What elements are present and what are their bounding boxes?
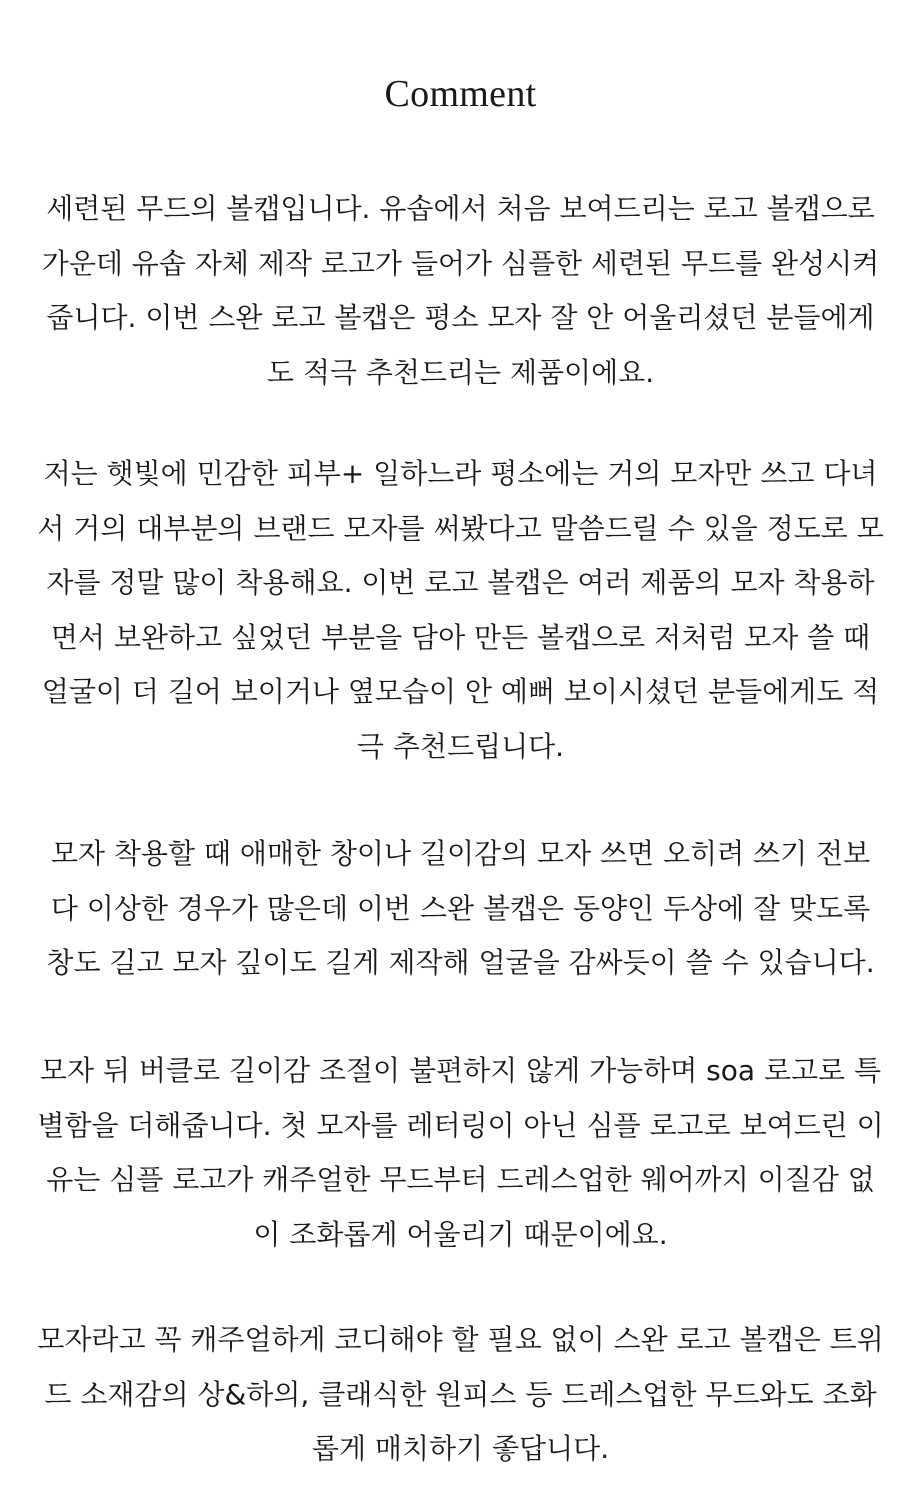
comment-paragraph-5: [0, 1313, 921, 1477]
text-line: 가운데 유솝 자체 제작 로고가 들어가 심플한 세련된 무드를 완성시켜: [41, 246, 880, 280]
text-line: 서 거의 대부분의 브랜드 모자를 써봤다고 말씀드릴 수 있을 정도로 모: [37, 511, 884, 545]
text-line: 롭게 매치하기 좋답니다.: [311, 1432, 610, 1465]
comment-paragraph-1: [0, 182, 921, 400]
text-line: 이 조화롭게 어울리기 때문이에요.: [253, 1217, 668, 1251]
text-line: 저는 햇빛에 민감한 피부+ 일하느라 평소에는 거의 모자만 쓰고 다녀: [43, 457, 878, 490]
text-line: 세련된 무드의 볼캡입니다. 유솝에서 처음 보여드리는 로고 볼캡으로: [46, 192, 875, 225]
comment-paragraph-3: [0, 827, 921, 991]
text-line: 창도 길고 모자 깊이도 길게 제작해 얼굴을 감싸듯이 쓸 수 있습니다.: [46, 946, 875, 979]
text-line: 줍니다. 이번 스완 로고 볼캡은 평소 모자 잘 안 어울리셨던 분들에게: [46, 301, 875, 334]
comment-paragraph-2: [0, 447, 921, 774]
text-line: 드 소재감의 상&하의, 클래식한 원피스 등 드레스업한 무드와도 조화: [44, 1377, 877, 1411]
text-line: 모자라고 꼭 캐주얼하게 코디해야 할 필요 없이 스완 로고 볼캡은 트위: [37, 1323, 884, 1356]
text-line: 도 적극 추천드리는 제품이에요.: [266, 355, 655, 389]
text-line: 모자 뒤 버클로 길이감 조절이 불편하지 않게 가능하며 soa 로고로 특: [39, 1054, 882, 1087]
text-line: 모자 착용할 때 애매한 창이나 길이감의 모자 쓰면 오히려 쓰기 전보: [50, 837, 871, 870]
text-line: 극 추천드립니다.: [356, 729, 565, 763]
text-line: 자를 정말 많이 착용해요. 이번 로고 볼캡은 여러 제품의 모자 착용하: [46, 566, 875, 599]
text-line: 다 이상한 경우가 많은데 이번 스완 볼캡은 동양인 두상에 잘 맞도록: [50, 891, 871, 925]
text-line: 유는 심플 로고가 캐주얼한 무드부터 드레스업한 웨어까지 이질감 없: [46, 1163, 875, 1196]
page-title: Comment: [384, 73, 537, 115]
text-line: 별함을 더해줍니다. 첫 모자를 레터링이 아닌 심플 로고로 보여드린 이: [37, 1108, 884, 1142]
comment-paragraph-4: [0, 1044, 921, 1262]
text-line: 면서 보완하고 싶었던 부분을 담아 만든 볼캡으로 저처럼 모자 쓸 때: [50, 620, 871, 654]
text-line: 얼굴이 더 길어 보이거나 옆모습이 안 예뻐 보이시셨던 분들에게도 적: [41, 675, 880, 708]
